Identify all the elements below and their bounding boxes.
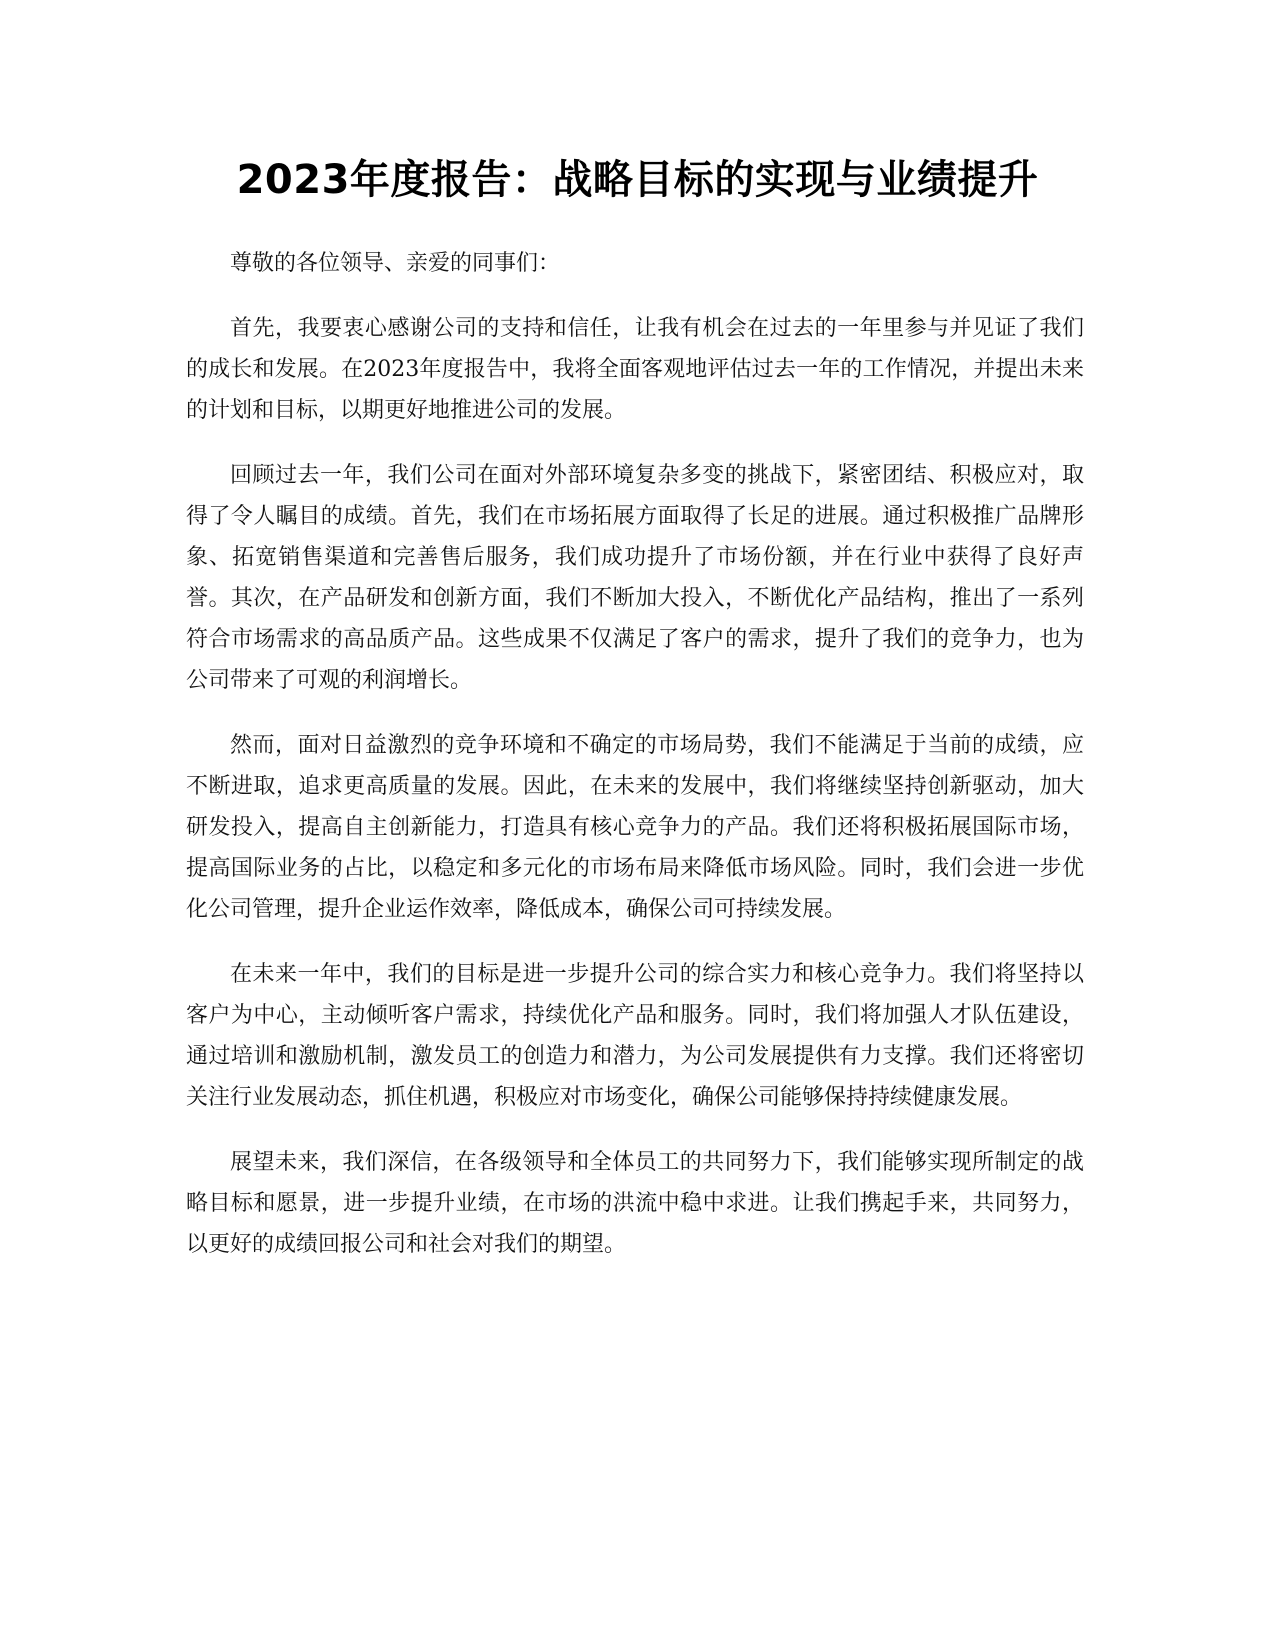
paragraph-outlook: 展望未来，我们深信，在各级领导和全体员工的共同努力下，我们能够实现所制定的战略目标和愿景，进一步提升业绩，在市场的洪流中稳中求进。让我们携起手来，共同努力，以更好的成绩回报公司和社会对我们的期望。 xyxy=(186,1150,1084,1257)
paragraph-challenges: 然而，面对日益激烈的竞争环境和不确定的市场局势，我们不能满足于当前的成绩，应不断进取，追求更高质量的发展。因此，在未来的发展中，我们将继续坚持创新驱动，加大研发投入，提高自主创新能力，打造具有核心竞争力的产品。我们还将积极拓展国际市场，提高国际业务的占比，以稳定和多元化的市场布局来降低市场风险。同时，我们会进一步优化公司管理，提升企业运作效率，降低成本，确保公司可持续发展。 xyxy=(186,733,1084,922)
paragraph-goals: 在未来一年中，我们的目标是进一步提升公司的综合实力和核心竞争力。我们将坚持以客户为中心，主动倾听客户需求，持续优化产品和服务。同时，我们将加强人才队伍建设，通过培训和激励机制，激发员工的创造力和潜力，为公司发展提供有力支撑。我们还将密切关注行业发展动态，抓住机遇，积极应对市场变化，确保公司能够保持持续健康发展。 xyxy=(186,962,1084,1110)
paragraph-intro: 首先，我要衷心感谢公司的支持和信任，让我有机会在过去的一年里参与并见证了我们的成长和发展。在2023年度报告中，我将全面客观地评估过去一年的工作情况，并提出未来的计划和目标，以期更好地推进公司的发展。 xyxy=(186,316,1084,423)
document-title: 2023年度报告：战略目标的实现与业绩提升 xyxy=(236,157,1039,203)
paragraph-review: 回顾过去一年，我们公司在面对外部环境复杂多变的挑战下，紧密团结、积极应对，取得了令人瞩目的成绩。首先，我们在市场拓展方面取得了长足的进展。通过积极推广品牌形象、拓宽销售渠道和完善售后服务，我们成功提升了市场份额，并在行业中获得了良好声誉。其次，在产品研发和创新方面，我们不断加大投入，不断优化产品结构，推出了一系列符合市场需求的高品质产品。这些成果不仅满足了客户的需求，提升了我们的竞争力，也为公司带来了可观的利润增长。 xyxy=(186,463,1084,693)
document-body xyxy=(186,243,1084,1289)
salutation: 尊敬的各位领导、亲爱的同事们： xyxy=(230,251,561,276)
